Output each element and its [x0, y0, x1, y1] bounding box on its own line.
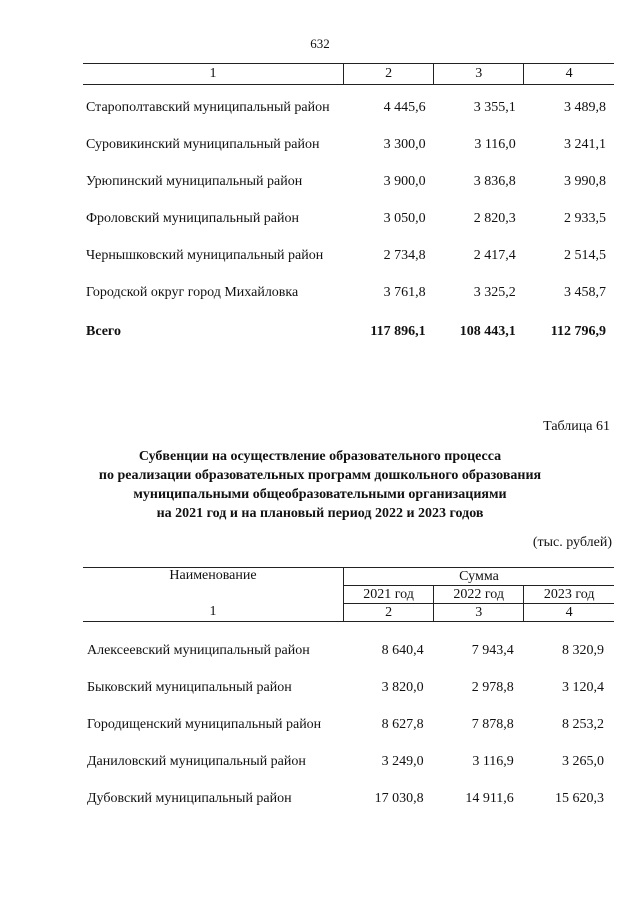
value-2022: 3 116,9 [472, 754, 514, 769]
district-name: Быковский муниципальный район [87, 680, 292, 695]
value-2022: 2 417,4 [473, 248, 516, 263]
subvention-table [83, 567, 614, 827]
value-2023: 8 320,9 [562, 643, 604, 658]
continuation-table [83, 63, 614, 360]
district-name: Дубовский муниципальный район [87, 791, 292, 806]
value-2022: 3 355,1 [473, 100, 516, 115]
value-2022: 7 878,8 [471, 717, 514, 732]
value-2023: 3 489,8 [564, 100, 606, 115]
value-2021: 3 300,0 [383, 137, 426, 152]
table-row [83, 210, 614, 247]
value-2021: 17 030,8 [374, 791, 424, 806]
value-2022: 3 116,0 [474, 137, 516, 152]
total-row [83, 321, 614, 360]
caption-line: муниципальными общеобразовательными организациями [133, 487, 507, 502]
column-number: 2 [343, 604, 433, 622]
year-header: 2022 год [434, 586, 524, 604]
value-2021: 3 900,0 [383, 174, 426, 189]
value-2021: 3 820,0 [381, 680, 424, 695]
table-row [83, 753, 614, 790]
sum-column-header: Сумма [343, 568, 614, 586]
table-row [83, 642, 614, 679]
value-2022: 3 836,8 [473, 174, 516, 189]
value-2021: 4 445,6 [383, 100, 426, 115]
value-2023: 2 933,5 [564, 211, 606, 226]
name-column-header: Наименование [83, 568, 343, 604]
value-2023: 15 620,3 [555, 791, 604, 806]
column-number: 4 [524, 64, 614, 85]
value-2022: 3 325,2 [473, 285, 516, 300]
column-number: 1 [83, 604, 343, 622]
table-caption [0, 447, 640, 523]
total-2021: 117 896,1 [370, 324, 426, 339]
district-name: Даниловский муниципальный район [87, 754, 306, 769]
value-2021: 3 761,8 [383, 285, 426, 300]
value-2022: 14 911,6 [465, 791, 514, 806]
year-header: 2023 год [524, 586, 614, 604]
table-row [83, 716, 614, 753]
caption-line: Субвенции на осуществление образовательного процесса [138, 449, 502, 464]
table-row [83, 790, 614, 827]
column-number-row [83, 64, 614, 85]
district-name: Городищенский муниципальный район [87, 717, 322, 732]
table-row [83, 284, 614, 321]
table-row [83, 679, 614, 716]
column-number: 3 [434, 604, 524, 622]
header-row [83, 568, 614, 586]
table-label: Таблица 61 [543, 419, 610, 434]
value-2023: 3 241,1 [564, 137, 606, 152]
table-row [83, 247, 614, 284]
district-name: Урюпинский муниципальный район [86, 174, 303, 189]
value-2021: 2 734,8 [383, 248, 426, 263]
column-number: 1 [83, 64, 343, 85]
total-2022: 108 443,1 [459, 324, 516, 339]
district-name: Городской округ город Михайловка [86, 285, 299, 300]
value-2023: 3 265,0 [562, 754, 604, 769]
value-2022: 2 978,8 [471, 680, 514, 695]
value-2023: 3 990,8 [564, 174, 606, 189]
district-name: Алексеевский муниципальный район [87, 643, 310, 658]
district-name: Чернышковский муниципальный район [86, 248, 324, 263]
column-number: 3 [434, 64, 524, 85]
table-row [83, 99, 614, 136]
year-header: 2021 год [343, 586, 433, 604]
value-2022: 7 943,4 [471, 643, 514, 658]
total-2023: 112 796,9 [550, 324, 606, 339]
value-2021: 3 050,0 [383, 211, 426, 226]
value-2023: 3 120,4 [562, 680, 604, 695]
value-2021: 8 640,4 [381, 643, 424, 658]
table-row [83, 136, 614, 173]
value-2022: 2 820,3 [473, 211, 516, 226]
total-label: Всего [86, 324, 121, 339]
value-2023: 8 253,2 [562, 717, 604, 732]
value-2021: 8 627,8 [381, 717, 424, 732]
unit-label: (тыс. рублей) [532, 535, 612, 550]
value-2023: 2 514,5 [564, 248, 606, 263]
district-name: Старополтавский муниципальный район [86, 100, 330, 115]
district-name: Фроловский муниципальный район [86, 211, 300, 226]
value-2023: 3 458,7 [564, 285, 606, 300]
page-number: 632 [310, 36, 330, 51]
column-number: 4 [524, 604, 614, 622]
column-number: 2 [343, 64, 433, 85]
caption-line: на 2021 год и на плановый период 2022 и 2023 годов [156, 506, 484, 521]
column-number-row [83, 604, 614, 622]
district-name: Суровикинский муниципальный район [86, 137, 320, 152]
table-row [83, 173, 614, 210]
caption-line: по реализации образовательных программ дошкольного образования [98, 468, 542, 483]
value-2021: 3 249,0 [381, 754, 424, 769]
